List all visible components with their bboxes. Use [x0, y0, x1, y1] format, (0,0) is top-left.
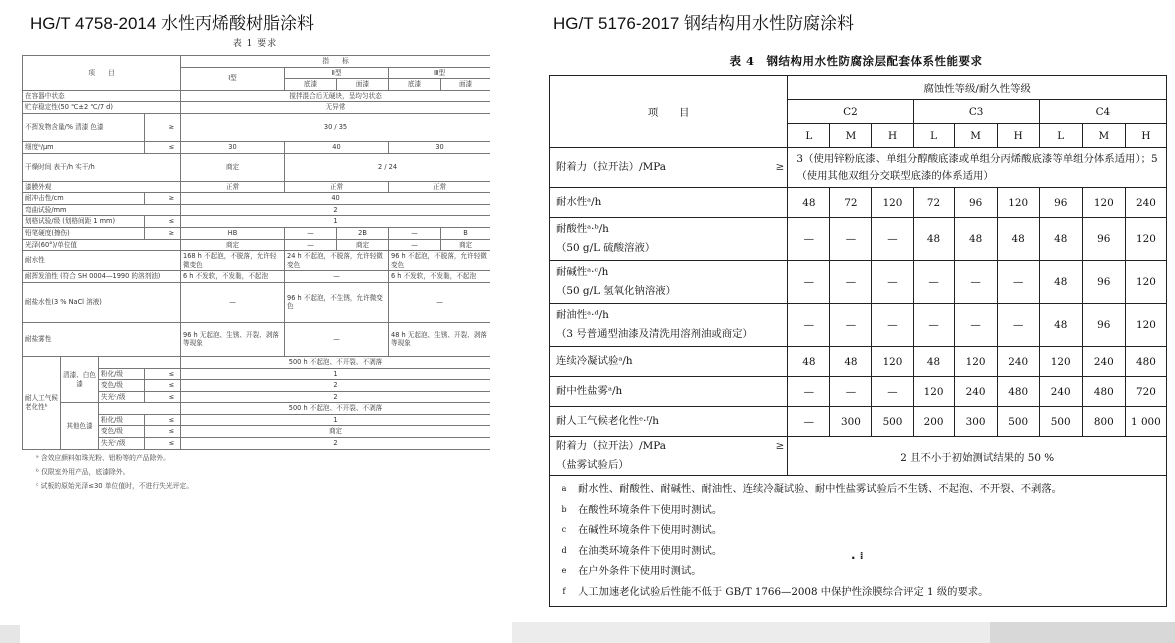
row-label-main: 耐碱性ᵃ·ᶜ/h [556, 266, 609, 278]
cell-value: — [830, 304, 872, 347]
row-label [550, 407, 788, 437]
sub-label: 失光ᶜ/级 [99, 391, 145, 403]
cell-value: 500 h 不起泡、不开裂、不剥落 [181, 403, 491, 415]
sub-label: 粉化/级 [99, 368, 145, 380]
cell-value: 200 [913, 407, 954, 437]
cell-value: — [285, 322, 389, 356]
cell-compare: ≤ [145, 438, 181, 450]
cell-value: 120 [997, 188, 1039, 218]
cell-value: B [441, 227, 491, 239]
table-row [550, 148, 1167, 188]
row-label-sub: （50 g/L 硫酸溶液） [556, 242, 656, 254]
cell-value: 商定 [441, 239, 491, 251]
header-m: M [954, 124, 997, 148]
header-primer: 底漆 [389, 79, 441, 91]
cell-compare: ≥ [145, 193, 181, 205]
table-row [23, 356, 491, 368]
row-label: 耐冲击性/cm [23, 193, 145, 205]
cell-value: 48 [913, 347, 954, 377]
footnote [550, 500, 1166, 521]
cell-compare: ≤ [145, 141, 181, 153]
table-row [550, 377, 1167, 407]
table-row [23, 271, 491, 283]
table-row [550, 407, 1167, 437]
header-primer: 底漆 [285, 79, 337, 91]
cell-value: 300 [954, 407, 997, 437]
cell-value: — [285, 239, 337, 251]
table-row [23, 403, 491, 415]
cell-value: — [788, 218, 830, 261]
header-topcoat: 面漆 [441, 79, 491, 91]
row-label [550, 347, 788, 377]
table-row [23, 251, 491, 271]
left-table-caption: 表 1 要求 [232, 39, 278, 49]
row-label [550, 148, 788, 188]
row-label: 耐人工气候老化性ᵇ [23, 356, 61, 449]
sub-label: 变色/级 [99, 380, 145, 392]
cell-value: 120 [872, 188, 913, 218]
footnote-text: 在酸性环境条件下使用时测试。 [578, 503, 723, 516]
cell-value: 48 [1039, 304, 1082, 347]
cell-compare: ≥ [775, 440, 785, 452]
row-label: 贮存稳定性(50 ℃±2 ℃/7 d) [23, 102, 181, 114]
footnote-marker: e [561, 566, 567, 576]
footnote-marker: b [561, 504, 567, 514]
row-label [550, 437, 788, 476]
cell-value: — [954, 304, 997, 347]
footnote-text: 在户外条件下使用时测试。 [578, 565, 702, 578]
footnote [550, 520, 1166, 541]
cell-value: 120 [1125, 218, 1166, 261]
header-h: H [997, 124, 1039, 148]
header-c3: C3 [913, 100, 1039, 124]
cell-value: 1 [181, 368, 491, 380]
footnote-text: 耐水性、耐酸性、耐碱性、耐油性、连续冷凝试验、耐中性盐雾试验后不生锈、不起泡、不开裂、不剥落。 [578, 483, 1062, 495]
cell-value: 24 h 不起泡，不脱落，允许轻微变色 [285, 251, 389, 271]
row-label: 在容器中状态 [23, 90, 181, 102]
cell-value: 96 h 无起泡、生锈、开裂、剥落等现象 [181, 322, 285, 356]
footnote-text: 在油类环境条件下使用时测试。 [578, 544, 723, 557]
cell-value: 720 [1125, 377, 1166, 407]
footnote-marker: a [561, 484, 567, 493]
cell-value: — [788, 377, 830, 407]
table-row [23, 153, 491, 181]
header-type3: Ⅲ型 [389, 67, 491, 79]
cell-value: 120 [872, 347, 913, 377]
row-label: 耐挥发油性 (符合 SH 0004—1990 的溶剂油) [23, 271, 181, 283]
table-row [550, 188, 1167, 218]
header-m: M [1082, 124, 1125, 148]
cell-value: 商定 [181, 426, 491, 438]
right-performance-table [549, 75, 1167, 476]
cell-value: 商定 [181, 239, 285, 251]
footnote-marker: d [561, 545, 567, 555]
row-label: 漆膜外观 [23, 181, 181, 193]
right-table-caption: 表 4 钢结构用水性防腐涂层配套体系性能要求 [729, 54, 983, 68]
cell-value: 48 [1039, 218, 1082, 261]
cell-value: 96 [1082, 218, 1125, 261]
cell-value: 96 [954, 188, 997, 218]
adhesion-label: 附着力（拉开法）/MPa [556, 161, 666, 173]
cell-value: 搅拌混合后无硬块，呈均匀状态 [181, 90, 491, 102]
cell-value: 48 [788, 188, 830, 218]
cell-value: — [913, 261, 954, 304]
cell-value: 30 [181, 141, 285, 153]
cell-value: 48 [830, 347, 872, 377]
cell-value: 2B [337, 227, 389, 239]
cell-value: 2 [181, 380, 491, 392]
footnote-text: 在碱性环境条件下使用时测试。 [578, 524, 723, 537]
cell-value: 2 [181, 391, 491, 403]
cell-value: 48 [913, 218, 954, 261]
row-label: 划格试验/级 (划格间距 1 mm) [23, 216, 145, 228]
row-label: 铅笔硬度(擦伤) [23, 227, 145, 239]
table-row [23, 227, 491, 239]
cell-value: — [788, 407, 830, 437]
header-type1: Ⅰ型 [181, 67, 285, 90]
right-table-panel [545, 48, 1167, 598]
table-row [23, 193, 491, 205]
table-row [23, 181, 491, 193]
header-h: H [872, 124, 913, 148]
cell-value: 240 [997, 347, 1039, 377]
cell-value: — [997, 261, 1039, 304]
table-row [23, 216, 491, 228]
cell-value: 240 [1039, 377, 1082, 407]
cell-value: 2 且不小于初始测试结果的 50 % [788, 437, 1167, 476]
cell-compare: ≤ [145, 391, 181, 403]
table-row [23, 102, 491, 114]
footnote-marker: c [561, 525, 567, 535]
right-notes [549, 476, 1167, 607]
cell-compare: ≤ [145, 380, 181, 392]
row-label: 干燥时间 表干/h 实干/h [23, 153, 181, 181]
row-label: 弯曲试验/mm [23, 204, 181, 216]
cell-value: — [788, 304, 830, 347]
cell-compare: ≥ [145, 227, 181, 239]
table-row [23, 90, 491, 102]
footnote [550, 479, 1166, 500]
cell-value: 120 [1039, 347, 1082, 377]
cell-value: — [389, 282, 491, 322]
right-standard-title: HG/T 5176-2017 钢结构用水性防腐涂料 [553, 14, 855, 33]
cell-value: 168 h 不起泡，不脱落，允许轻微变色 [181, 251, 285, 271]
row-label-main: 连续冷凝试验ᵃ/h [556, 355, 633, 367]
row-label [550, 218, 788, 261]
header-grade: 腐蚀性等级/耐久性等级 [788, 76, 1167, 100]
cell-value: 正常 [389, 181, 491, 193]
cell-value: 96 h 不起泡，不生锈，允许微变色 [285, 282, 389, 322]
cell-value: 120 [954, 347, 997, 377]
cell-value: 1 [181, 414, 491, 426]
table-row [23, 322, 491, 356]
cell-value: — [872, 304, 913, 347]
cell-value: 300 [830, 407, 872, 437]
row-label-main: 耐水性ᵃ/h [556, 196, 602, 208]
cell-value: 6 h 不发软，不发黏，不起泡 [181, 271, 285, 283]
cell-value: 72 [913, 188, 954, 218]
cell-value: 120 [913, 377, 954, 407]
cell-value: — [788, 261, 830, 304]
cell-value: — [872, 377, 913, 407]
table-row [550, 437, 1167, 476]
header-c4: C4 [1039, 100, 1166, 124]
cell-compare: ≤ [145, 426, 181, 438]
header-item: 项 目 [23, 56, 181, 91]
left-requirements-table [22, 55, 490, 450]
cell-compare: ≤ [145, 414, 181, 426]
cell-value: — [872, 261, 913, 304]
row-label: 耐水性 [23, 251, 181, 271]
header-type2: Ⅱ型 [285, 67, 389, 79]
row-label: 不挥发物含量/% 清漆 色漆 [23, 113, 145, 141]
cell-value: 48 [997, 218, 1039, 261]
cell-value: 96 [1082, 304, 1125, 347]
sub-label: 粉化/级 [99, 414, 145, 426]
row-label: 耐盐水性(3 % NaCl 溶液) [23, 282, 181, 322]
cell-value: 1 000 [1125, 407, 1166, 437]
group-label: 清漆、白色漆 [61, 356, 99, 402]
scan-mark: . ⁞ [851, 548, 864, 562]
cell-value: 40 [181, 193, 491, 205]
cell-value: 48 [1039, 261, 1082, 304]
cell-value: 48 h 无起泡、生锈、开裂、剥落等现象 [389, 322, 491, 356]
cell-value: 480 [1082, 377, 1125, 407]
cell-value: 480 [1125, 347, 1166, 377]
cell-value: 正常 [181, 181, 285, 193]
cell-value: — [389, 227, 441, 239]
left-note: ᶜ 试板的原始光泽≤30 单位值时，不进行失光评定。 [36, 481, 194, 490]
header-l: L [788, 124, 830, 148]
cell-value: 500 h 不起泡、不开裂、不剥落 [181, 356, 491, 368]
table-row [550, 304, 1167, 347]
table-row [23, 56, 491, 68]
header-topcoat: 面漆 [337, 79, 389, 91]
row-label [550, 261, 788, 304]
group-label: 其他色漆 [61, 403, 99, 449]
row-label-main: 耐酸性ᵃ·ᵇ/h [556, 223, 609, 235]
cell-value: 120 [1125, 304, 1166, 347]
footnote [550, 561, 1166, 582]
cell-value: — [285, 271, 389, 283]
table-row [23, 113, 491, 141]
sub-label: 失光ᶜ/级 [99, 438, 145, 450]
cell-value: 96 [1082, 261, 1125, 304]
cell-value: — [389, 239, 441, 251]
header-index: 指 标 [181, 56, 491, 68]
table-row [23, 282, 491, 322]
cell-value: 240 [1082, 347, 1125, 377]
table-row [23, 204, 491, 216]
cell-compare: ≥ [775, 161, 785, 173]
left-scanned-table-panel [20, 34, 490, 643]
cell-value: 96 h 不起泡，不脱落，允许轻微变色 [389, 251, 491, 271]
row-label [550, 188, 788, 218]
page-edge [0, 625, 20, 643]
cell-value: 正常 [285, 181, 389, 193]
cell-value: HB [181, 227, 285, 239]
header-l: L [913, 124, 954, 148]
row-label-main: 耐中性盐雾ᵃ/h [556, 385, 623, 397]
cell-value: 40 [285, 141, 389, 153]
cell-value: 48 [954, 218, 997, 261]
row-label-main: 耐人工气候老化性ᵉ·ᶠ/h [556, 415, 659, 427]
cell-value: 6 h 不发软，不发黏，不起泡 [389, 271, 491, 283]
header-m: M [830, 124, 872, 148]
cell-compare: ≥ [145, 113, 181, 141]
left-standard-title: HG/T 4758-2014 水性丙烯酸树脂涂料 [30, 14, 315, 33]
cell-value: 3（使用锌粉底漆、单组分醇酸底漆或单组分丙烯酸底漆等单组分体系适用）；5（使用其他双组分交联型底漆的体系适用） [788, 148, 1167, 188]
cell-value: 240 [954, 377, 997, 407]
cell-value: — [830, 377, 872, 407]
left-note: ᵇ 仅限室外用产品，底漆除外。 [36, 467, 130, 476]
salt-adhesion-label: 附着力（拉开法）/MPa [556, 440, 666, 452]
cell-value: — [997, 304, 1039, 347]
cell-value: — [913, 304, 954, 347]
cell-value: — [285, 227, 337, 239]
cell-value: — [830, 261, 872, 304]
cell-compare: ≤ [145, 216, 181, 228]
table-row [550, 347, 1167, 377]
row-label [550, 304, 788, 347]
table-row [23, 141, 491, 153]
cell-value: 500 [1039, 407, 1082, 437]
header-l: L [1039, 124, 1082, 148]
row-label: 耐盐雾性 [23, 322, 181, 356]
cell-value: 120 [1082, 188, 1125, 218]
cell-value: 30 / 35 [181, 113, 491, 141]
cell-value: 48 [788, 347, 830, 377]
cell-value: — [872, 218, 913, 261]
cell-value: 商定 [337, 239, 389, 251]
row-label: 细度ᵃ/μm [23, 141, 145, 153]
cell-value: 2 [181, 204, 491, 216]
row-label-main: 耐油性ᵃ·ᵈ/h [556, 309, 609, 321]
header-c2: C2 [788, 100, 913, 124]
cell-value: 500 [872, 407, 913, 437]
cell-value: 30 [389, 141, 491, 153]
page-edge [990, 622, 1175, 643]
cell-value: 480 [997, 377, 1039, 407]
row-label [550, 377, 788, 407]
table-row [550, 261, 1167, 304]
sub-label: 变色/级 [99, 426, 145, 438]
row-label-sub: （3 号普通型油漆及清洗用溶剂油或商定） [556, 328, 753, 340]
footnote-text: 人工加速老化试验后性能不低于 GB/T 1766—2008 中保护性涂膜综合评定 1 级的要求。 [578, 585, 989, 598]
cell-value: 2 [181, 438, 491, 450]
cell-value: 500 [997, 407, 1039, 437]
footnote [550, 582, 1166, 603]
cell-value: 96 [1039, 188, 1082, 218]
cell-value: 120 [1125, 261, 1166, 304]
table-row [23, 239, 491, 251]
cell-value: — [954, 261, 997, 304]
cell-value: 商定 [181, 153, 285, 181]
table-row [550, 218, 1167, 261]
salt-adhesion-sublabel: （盐雾试验后） [556, 459, 629, 471]
cell-value: 240 [1125, 188, 1166, 218]
cell-value: — [830, 218, 872, 261]
cell-value: 2 / 24 [285, 153, 491, 181]
cell-compare: ≤ [145, 368, 181, 380]
row-label-sub: （50 g/L 氢氧化钠溶液） [556, 285, 677, 297]
footnote-marker: f [562, 586, 566, 596]
cell-value: 72 [830, 188, 872, 218]
cell-value: 1 [181, 216, 491, 228]
row-label: 光泽(60°)/单位值 [23, 239, 181, 251]
table-row [550, 76, 1167, 100]
header-h: H [1125, 124, 1166, 148]
left-note: ᵃ 含效应颜料如珠光粉、铝粉等的产品除外。 [36, 453, 170, 462]
cell-value: — [181, 282, 285, 322]
header-item: 项 目 [550, 76, 788, 148]
cell-value: 800 [1082, 407, 1125, 437]
cell-value: 无异常 [181, 102, 491, 114]
